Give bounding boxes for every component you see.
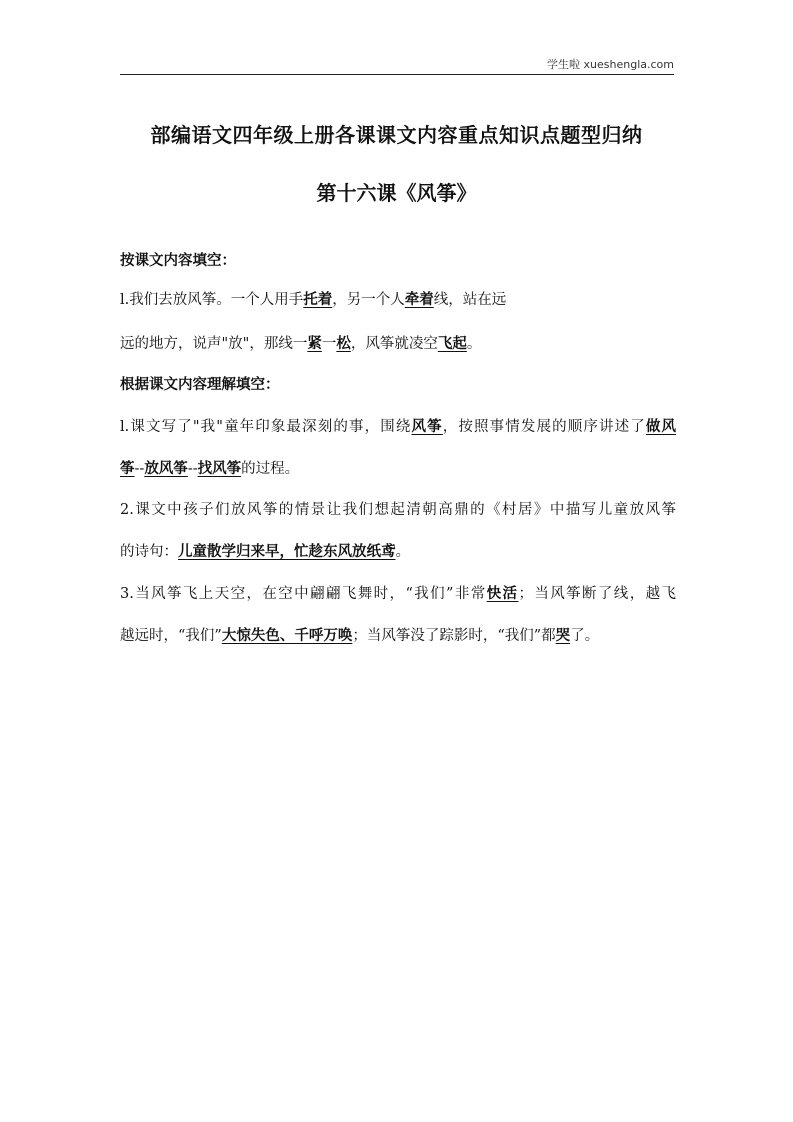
paragraph-line: 远的地方，说声"放"，那线一紧一松，风筝就凌空飞起。 xyxy=(120,336,482,352)
site-watermark: 学生啦 xueshengla.com xyxy=(547,58,674,71)
answer: 放风筝 xyxy=(144,461,188,477)
paragraph-line: 筝--放风筝--找风筝的过程。 xyxy=(120,461,300,477)
answer: 儿童散学归来早，忙趁东风放纸鸢 xyxy=(178,544,396,560)
paragraph-line: 越远时，“我们”大惊失色、千呼万唤；当风筝没了踪影时，“我们”都哭了。 xyxy=(120,628,600,644)
answer: 大惊失色、千呼万唤 xyxy=(221,628,353,644)
answer: 快活 xyxy=(486,586,519,602)
answer: 哭 xyxy=(555,628,571,644)
paragraph-line: 3.当风筝飞上天空，在空中翩翩飞舞时，“我们”非常快活；当风筝断了线，越飞 xyxy=(120,586,676,602)
section-heading-comprehension: 根据课文内容理解填空： xyxy=(120,377,280,393)
answer: 飞起 xyxy=(437,336,467,352)
answer: 牵着 xyxy=(404,292,434,308)
page-header xyxy=(120,56,674,75)
lesson-title: 第十六课《风筝》 xyxy=(316,181,477,205)
paragraph-line: l.课文写了"我"童年印象最深刻的事，围绕风筝，按照事情发展的顺序讲述了做风 xyxy=(120,419,677,435)
answer: 做风 xyxy=(645,419,677,435)
answer: 松 xyxy=(336,336,351,352)
document-title: 部编语文四年级上册各课课文内容重点知识点题型归纳 xyxy=(150,123,643,147)
answer: 紧 xyxy=(307,336,322,352)
section-heading-fill-blanks: 按课文内容填空： xyxy=(120,253,236,269)
paragraph-line: l.我们去放风筝。一个人用手托着，另一个人牵着线，站在远 xyxy=(120,292,507,308)
answer: 筝 xyxy=(120,461,135,477)
answer: 找风筝 xyxy=(197,461,242,477)
answer: 托着 xyxy=(303,292,333,308)
paragraph-line: 2.课文中孩子们放风筝的情景让我们想起清朝高鼎的《村居》中描写儿童放风筝 xyxy=(120,502,676,518)
answer: 风筝 xyxy=(411,419,443,435)
paragraph-line: 的诗句：儿童散学归来早，忙趁东风放纸鸢。 xyxy=(120,544,410,560)
